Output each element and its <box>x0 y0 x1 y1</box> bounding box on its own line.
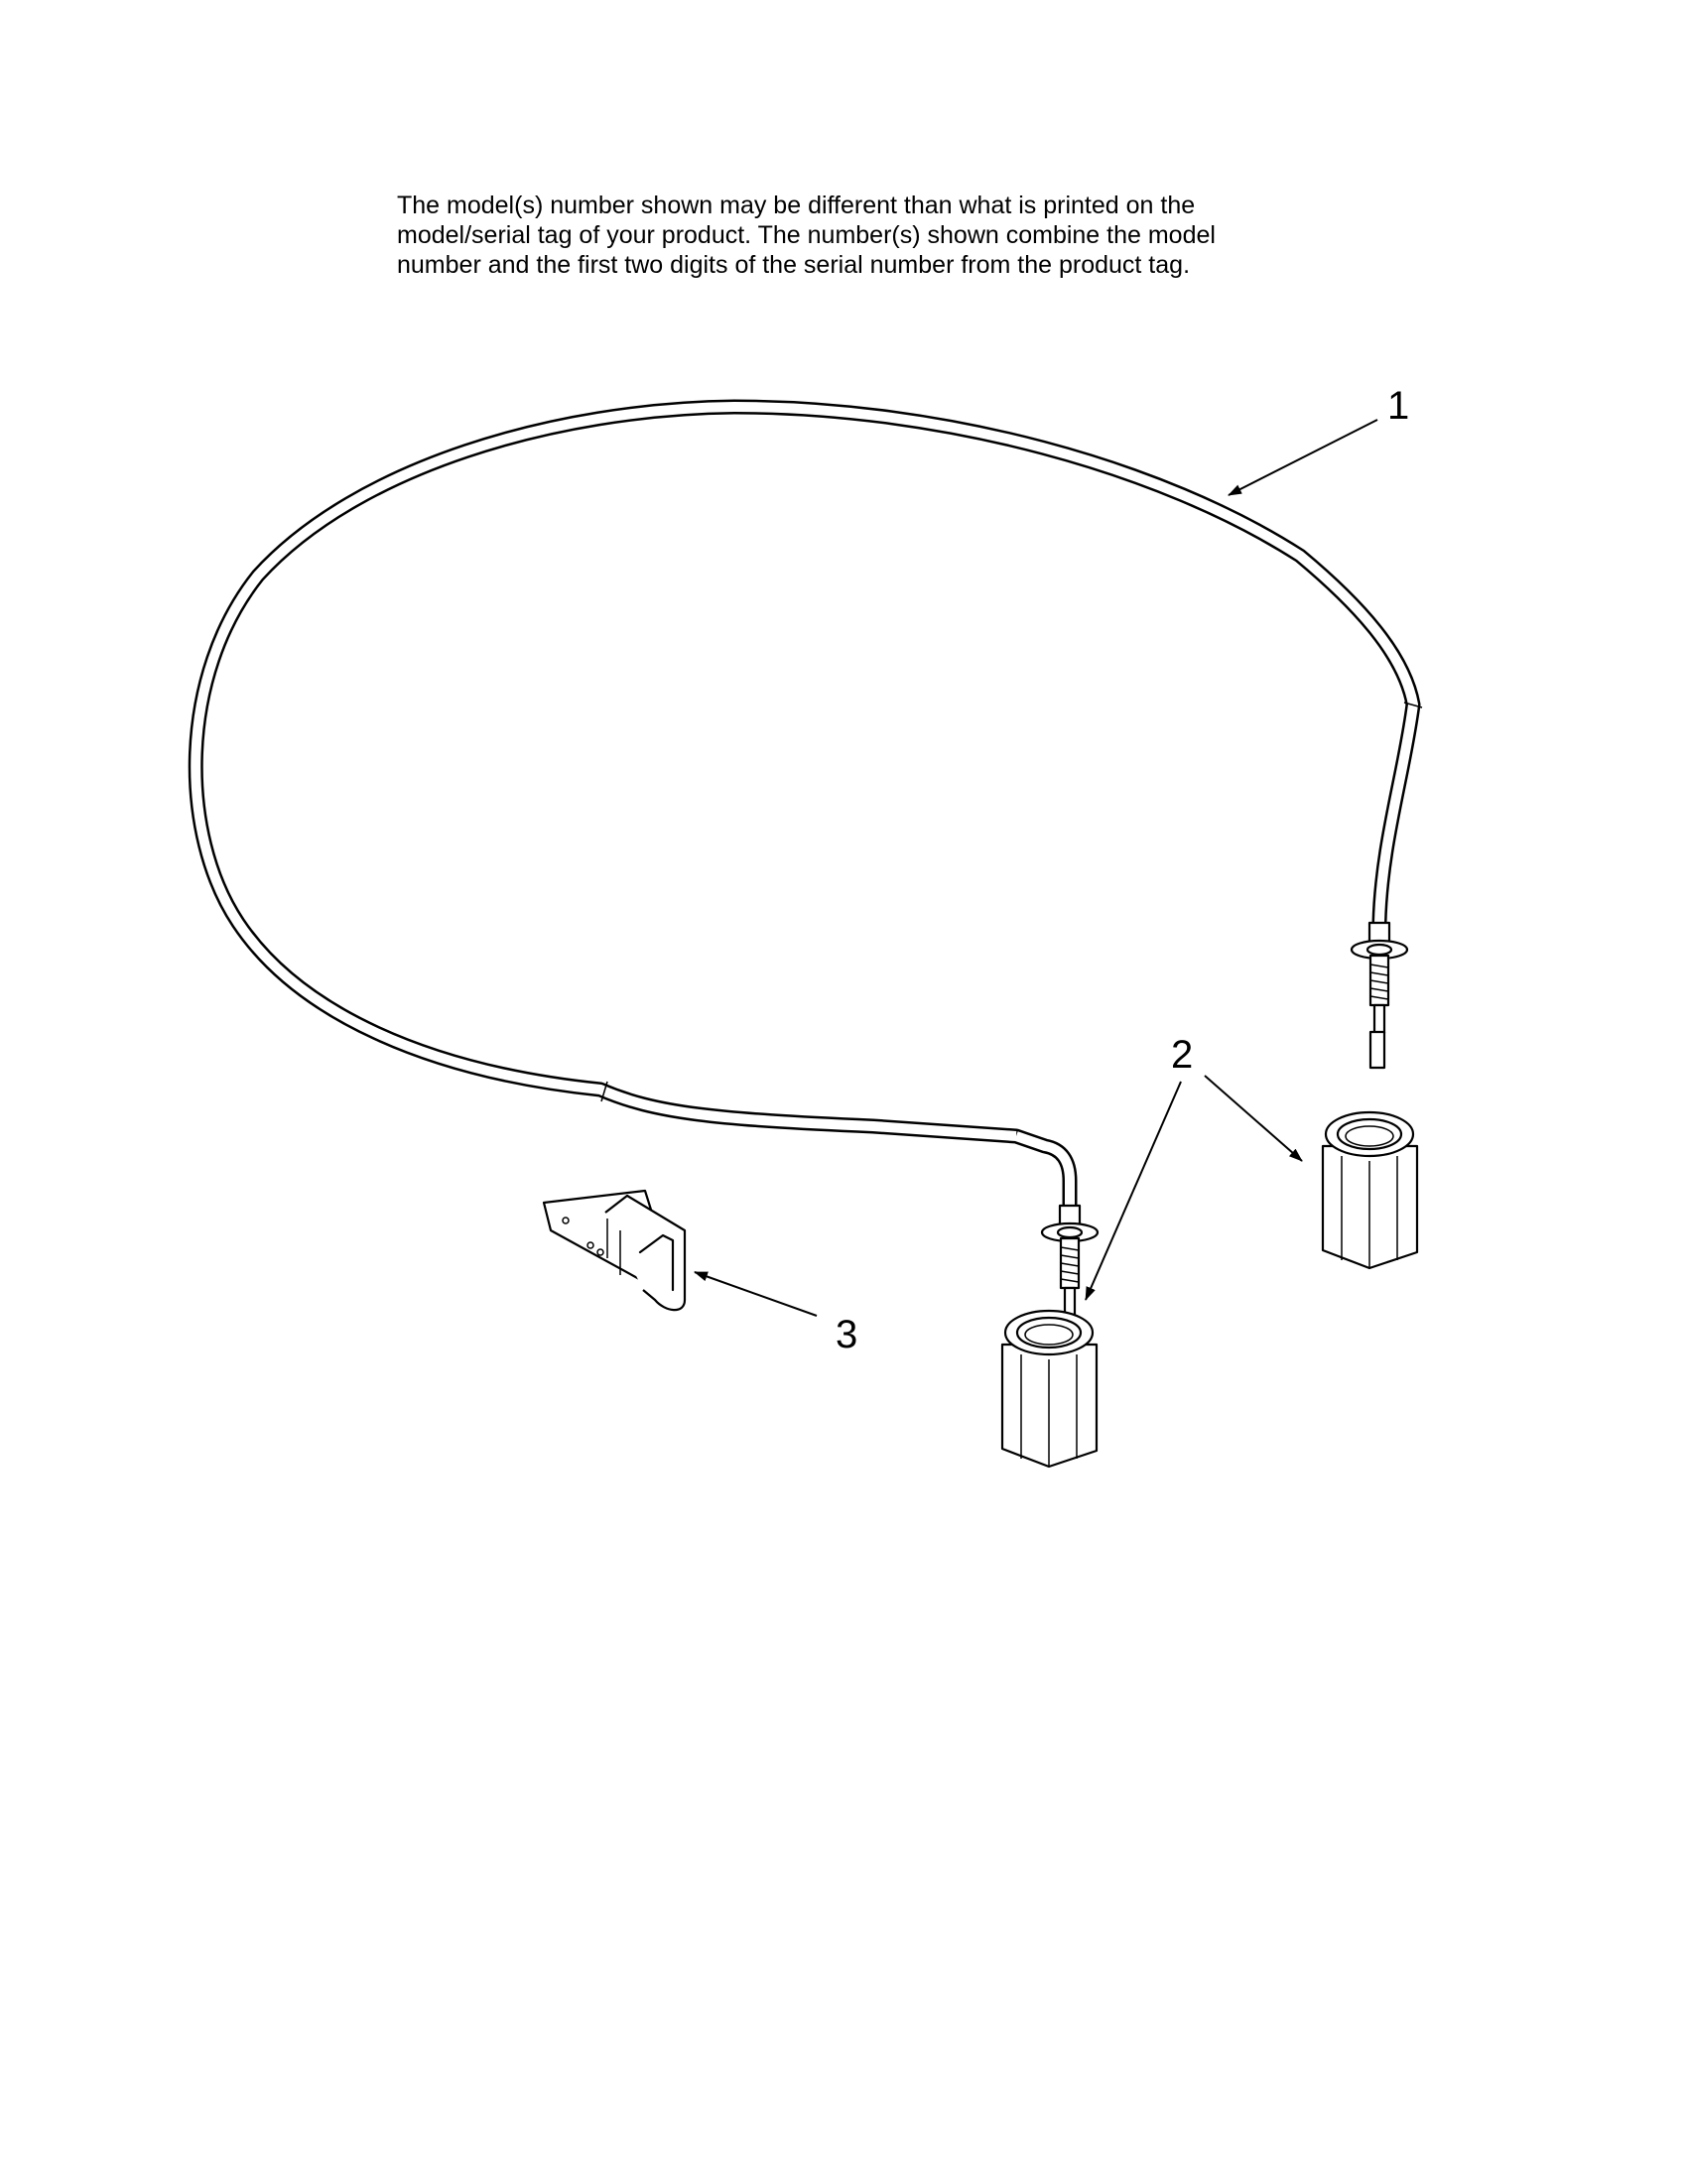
callout-1: 1 <box>1387 384 1410 428</box>
callout-2: 2 <box>1171 1033 1194 1077</box>
hex-nut-lower <box>1002 1311 1097 1467</box>
leader-arrow-2b <box>1086 1082 1181 1300</box>
disclaimer-line-3: number and the first two digits of the serial number from the product tag. <box>397 251 1191 279</box>
heating-element <box>195 407 1422 1350</box>
callout-3: 3 <box>836 1313 858 1356</box>
disclaimer-line-2: model/serial tag of your product. The number(s) shown combine the model <box>397 221 1216 249</box>
leader-arrow-3 <box>695 1272 817 1316</box>
mounting-clip <box>544 1191 685 1310</box>
hex-nut-upper <box>1323 1112 1417 1268</box>
leader-arrow-1 <box>1229 420 1377 495</box>
leader-arrow-2a <box>1205 1076 1302 1161</box>
right-terminal <box>1352 923 1407 1068</box>
disclaimer-line-1: The model(s) number shown may be different than what is printed on the <box>397 192 1196 219</box>
